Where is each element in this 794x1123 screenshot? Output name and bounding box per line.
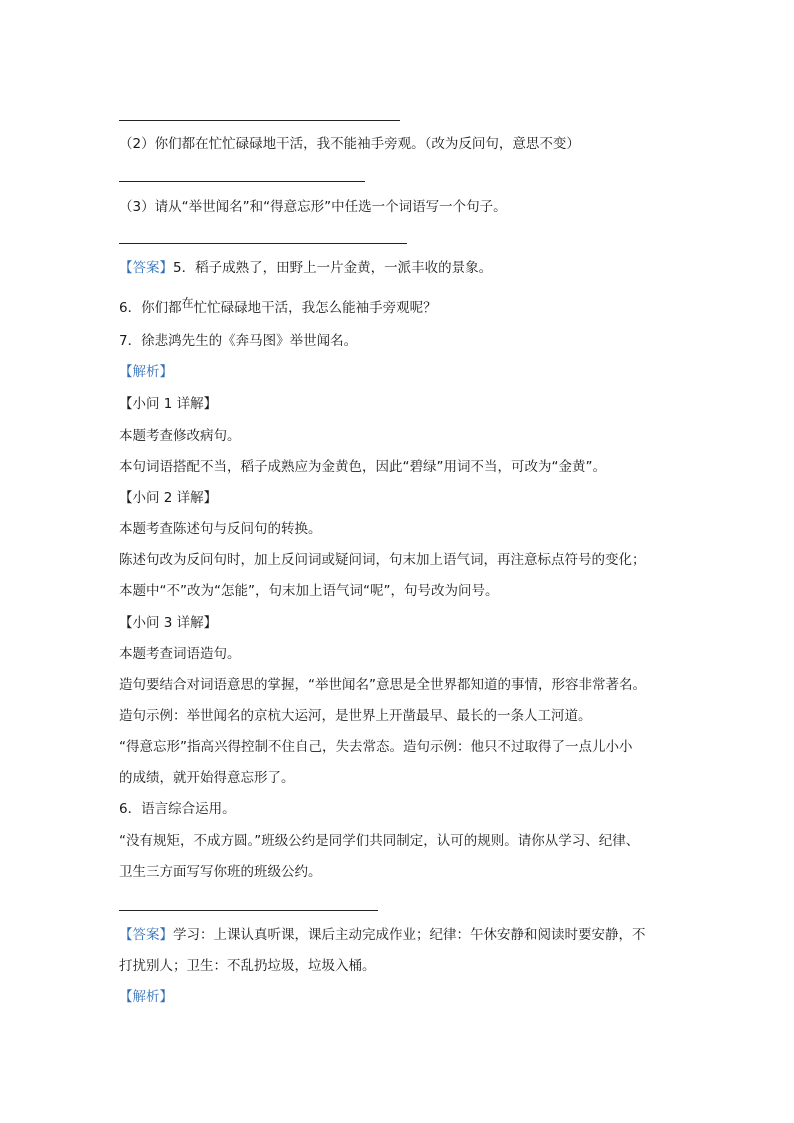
answer-6-raised-char: 在 bbox=[181, 296, 194, 310]
answer-5 bbox=[119, 259, 492, 277]
analysis-paragraph: 造句示例：举世闻名的京杭大运河，是世界上开凿最早、最长的一条人工河道。 bbox=[119, 708, 592, 724]
sub-question-2-heading: 【小问 2 详解】 bbox=[119, 490, 218, 506]
answer-6 bbox=[119, 296, 437, 317]
question-6-prompt: 卫生三方面写写你班的班级公约。 bbox=[119, 864, 322, 880]
answer-7: 7．徐悲鸿先生的《奔马图》举世闻名。 bbox=[119, 333, 358, 349]
sub-question-3-heading: 【小问 3 详解】 bbox=[119, 615, 218, 631]
analysis-paragraph: 本题考查词语造句。 bbox=[119, 646, 241, 662]
analysis-paragraph: 陈述句改为反问句时，加上反问词或疑问词，句末加上语气词，再注意标点符号的变化； bbox=[119, 552, 646, 568]
analysis-paragraph: 本题考查陈述句与反问句的转换。 bbox=[119, 521, 322, 537]
answer-6-body-cont: 打扰别人；卫生：不乱扔垃圾，垃圾入桶。 bbox=[119, 958, 376, 974]
analysis-paragraph: “得意忘形”指高兴得控制不住自己，失去常态。造句示例：他只不过取得了一点儿小小 bbox=[119, 739, 633, 755]
analysis-paragraph: 的成绩，就开始得意忘形了。 bbox=[119, 770, 295, 786]
answer-5-text: 5．稻子成熟了，田野上一片金黄，一派丰收的景象。 bbox=[173, 260, 493, 276]
answer-6-text-b: 忙忙碌碌地干活，我怎么能袖手旁观呢？ bbox=[193, 300, 437, 316]
answer-tag: 【答案】 bbox=[119, 927, 173, 943]
answer-blank-line bbox=[119, 910, 378, 911]
sub-question-1-heading: 【小问 1 详解】 bbox=[119, 396, 218, 412]
question-3: （3）请从“举世闻名”和“得意忘形”中任选一个词语写一个句子。 bbox=[119, 199, 507, 215]
analysis-paragraph: 本题中“不”改为“怎能”，句末加上语气词“呢”，句号改为问号。 bbox=[119, 583, 499, 599]
question-6-heading: 6．语言综合运用。 bbox=[119, 801, 236, 817]
answer-6-body bbox=[119, 926, 646, 944]
answer-tag: 【答案】 bbox=[119, 260, 173, 276]
analysis-paragraph: 造句要结合对词语意思的掌握，“举世闻名”意思是全世界都知道的事情，形容非常著名。 bbox=[119, 677, 646, 693]
analysis-heading: 【解析】 bbox=[119, 989, 173, 1005]
question-6-prompt: “没有规矩，不成方圆。”班级公约是同学们共同制定，认可的规则。请你从学习、纪律、 bbox=[119, 833, 640, 849]
answer-blank-line bbox=[119, 243, 407, 244]
answer-blank-line bbox=[119, 181, 365, 182]
answer-6-text-a: 6．你们都 bbox=[119, 300, 182, 316]
answer-blank-line bbox=[119, 120, 400, 121]
question-2: （2）你们都在忙忙碌碌地干活，我不能袖手旁观。（改为反问句，意思不变） bbox=[119, 136, 580, 152]
analysis-paragraph: 本题考查修改病句。 bbox=[119, 428, 241, 444]
answer-6-body-text: 学习：上课认真听课，课后主动完成作业；纪律：午休安静和阅读时要安静，不 bbox=[173, 927, 646, 943]
analysis-paragraph: 本句词语搭配不当，稻子成熟应为金黄色，因此“碧绿”用词不当，可改为“金黄”。 bbox=[119, 459, 606, 475]
analysis-heading: 【解析】 bbox=[119, 364, 173, 380]
